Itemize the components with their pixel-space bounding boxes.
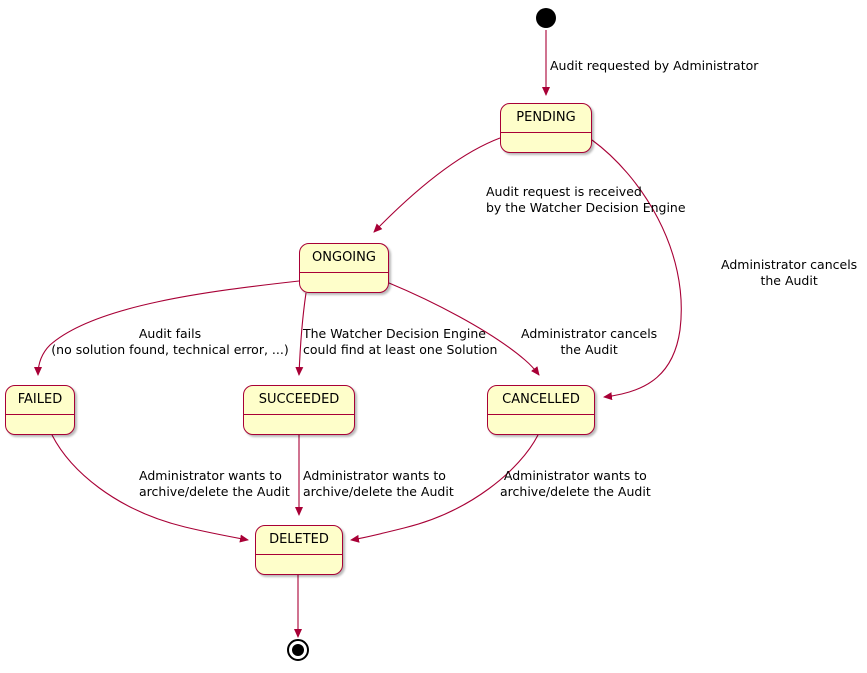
- edge-label-line: Administrator cancels: [721, 257, 858, 272]
- edge-label-ongoing-to-succeeded: [303, 326, 497, 358]
- edge-label-ongoing-to-failed: [44, 326, 296, 358]
- state-succeeded-label: SUCCEEDED: [258, 392, 340, 407]
- final-state-node-core: [292, 644, 304, 656]
- state-failed-label: FAILED: [17, 392, 63, 407]
- edge-label-pending-to-cancelled: [721, 257, 857, 289]
- edge-label-line: Administrator wants to: [303, 468, 446, 483]
- edge-pending-to-ongoing: [374, 138, 500, 232]
- edge-label-line: the Audit: [760, 273, 818, 288]
- state-succeeded-separator: [244, 414, 354, 415]
- edge-label-line: Audit requested by Administrator: [550, 58, 759, 73]
- state-deleted[interactable]: [255, 525, 343, 575]
- edge-label-line: archive/delete the Audit: [139, 484, 290, 499]
- edge-label-line: Administrator wants to: [139, 468, 282, 483]
- edge-label-line: archive/delete the Audit: [303, 484, 454, 499]
- state-cancelled-label: CANCELLED: [502, 392, 580, 407]
- edge-label-cancelled-to-deleted: [500, 468, 651, 500]
- state-deleted-label: DELETED: [269, 532, 329, 547]
- state-deleted-separator: [256, 554, 342, 555]
- edge-label-line: archive/delete the Audit: [500, 484, 651, 499]
- edge-label-line: The Watcher Decision Engine: [303, 326, 486, 341]
- state-cancelled[interactable]: [487, 385, 595, 435]
- edge-label-failed-to-deleted: [139, 468, 290, 500]
- edge-label-line: the Audit: [560, 342, 618, 357]
- initial-state-node: [536, 8, 556, 28]
- state-failed-separator: [6, 414, 74, 415]
- state-failed[interactable]: [5, 385, 75, 435]
- state-pending[interactable]: [500, 103, 592, 153]
- state-pending-label: PENDING: [516, 110, 576, 125]
- edge-label-line: (no solution found, technical error, ...): [51, 342, 289, 357]
- edge-label-start-to-pending: [550, 58, 758, 74]
- edge-label-line: Administrator cancels: [521, 326, 658, 341]
- state-cancelled-separator: [488, 414, 594, 415]
- state-ongoing-separator: [300, 272, 388, 273]
- edge-label-line: by the Watcher Decision Engine: [486, 200, 686, 215]
- edge-label-line: Audit request is received: [486, 184, 642, 199]
- state-ongoing[interactable]: [299, 243, 389, 293]
- edge-label-ongoing-to-cancelled: [521, 326, 657, 358]
- state-succeeded[interactable]: [243, 385, 355, 435]
- edge-label-line: could find at least one Solution: [303, 342, 498, 357]
- edge-label-line: Administrator wants to: [503, 468, 647, 483]
- edge-label-line: Audit fails: [138, 326, 202, 341]
- edge-label-succeeded-to-deleted: [303, 468, 454, 500]
- edge-pending-to-cancelled: [592, 140, 681, 397]
- state-pending-separator: [501, 132, 591, 133]
- edge-label-pending-to-ongoing: [486, 184, 686, 216]
- state-ongoing-label: ONGOING: [312, 250, 376, 265]
